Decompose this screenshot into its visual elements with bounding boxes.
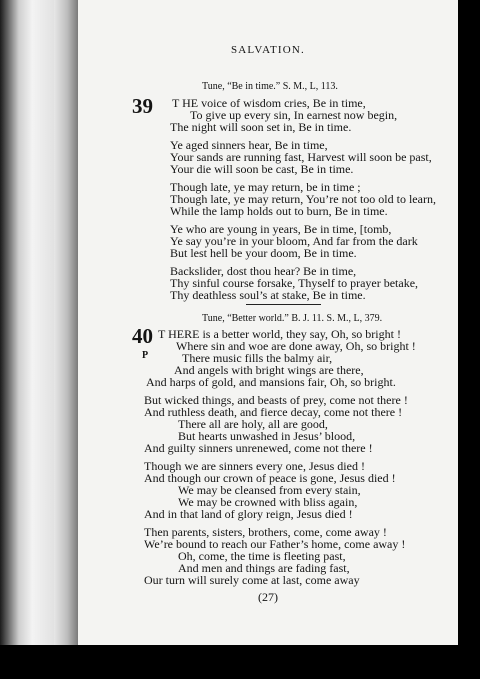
- hymn-40-number: 40: [132, 324, 153, 348]
- hymn-40-line: Where sin and woe are done away, Oh, so bright !: [176, 339, 416, 353]
- hymn-40-line: But hearts unwashed in Jesus’ blood,: [178, 429, 356, 443]
- hymn-40-line: T HERE is a better world, they say, Oh, so bright !: [158, 327, 401, 341]
- hymn-40-line: And ruthless death, and fierce decay, come not there !: [144, 405, 403, 419]
- section-divider: [246, 304, 321, 305]
- hymn-40-tune: Tune, “Better world.” B. J. 11. S. M., L, 379.: [202, 313, 383, 324]
- hymn-40-line: And though our crown of peace is gone, Jesus died !: [144, 471, 396, 485]
- hymn-39-line: Ye aged sinners hear, Be in time,: [170, 138, 328, 152]
- hymn-39-line: Backslider, dost thou hear? Be in time,: [170, 264, 357, 278]
- hymn-39-line: While the lamp holds out to burn, Be in time.: [170, 204, 388, 218]
- hymn-39-line: Your sands are running fast, Harvest will soon be past,: [170, 150, 432, 164]
- page-header: SALVATION.: [230, 44, 306, 56]
- hymn-39-line: Ye who are young in years, Be in time, [tomb,: [170, 222, 392, 236]
- hymn-39-number: 39: [132, 94, 153, 118]
- hymn-39-line: But lest hell be your doom, Be in time.: [170, 246, 357, 260]
- hymn-40-line: There all are holy, all are good,: [178, 417, 328, 431]
- hymn-39-tune: Tune, “Be in time.” S. M., L, 113.: [202, 81, 338, 92]
- hymn-40-line: Our turn will surely come at last, come away: [144, 573, 360, 587]
- page-number: (27): [258, 590, 278, 604]
- book-gutter: [54, 0, 78, 679]
- hymn-39-line: Ye say you’re in your bloom, And far from the dark: [170, 234, 418, 248]
- hymn-40-line: But wicked things, and beasts of prey, come not there !: [144, 393, 408, 407]
- hymn-40-line: We’re bound to reach our Father’s home, come away !: [144, 537, 406, 551]
- hymn-39-line: Thy sinful course forsake, Thyself to prayer betake,: [170, 276, 419, 290]
- page-right-border: [458, 0, 480, 679]
- book-spine-left: [0, 0, 54, 679]
- hymn-40-line: And angels with bright wings are there,: [174, 363, 364, 377]
- hymn-40-line: And in that land of glory reign, Jesus died !: [144, 507, 353, 521]
- hymn-40-line: Oh, come, the time is fleeting past,: [178, 549, 346, 563]
- hymn-40-line: There music fills the balmy air,: [182, 351, 333, 365]
- hymn-40-line: And harps of gold, and mansions fair, Oh, so bright.: [146, 375, 396, 389]
- hymn-40-line: We may be crowned with bliss again,: [178, 495, 358, 509]
- hymn-39-line: The night will soon set in, Be in time.: [170, 120, 352, 134]
- page-bottom-border: [0, 645, 480, 679]
- hymn-39-line: Though late, ye may return, be in time ;: [170, 180, 361, 194]
- hymn-40-line: We may be cleansed from every stain,: [178, 483, 361, 497]
- hymnal-page: [78, 0, 458, 645]
- hymn-39-line: Your die will soon be cast, Be in time.: [170, 162, 354, 176]
- hymn-39-line: T HE voice of wisdom cries, Be in time,: [172, 96, 366, 110]
- hymn-40-line: And men and things are fading fast,: [178, 561, 350, 575]
- hymn-39-line: To give up every sin, In earnest now begin,: [190, 108, 398, 122]
- hymn-40-line: Then parents, sisters, brothers, come, come away !: [144, 525, 387, 539]
- hymn-39-line: Though late, ye may return, You’re not too old to learn,: [170, 192, 436, 206]
- hymn-39-line: Thy deathless soul’s at stake, Be in time.: [170, 288, 366, 302]
- hymn-40-line: And guilty sinners unrenewed, come not there !: [144, 441, 373, 455]
- hymn-40-line: Though we are sinners every one, Jesus died !: [144, 459, 365, 473]
- dynamics-mark: P: [142, 350, 149, 361]
